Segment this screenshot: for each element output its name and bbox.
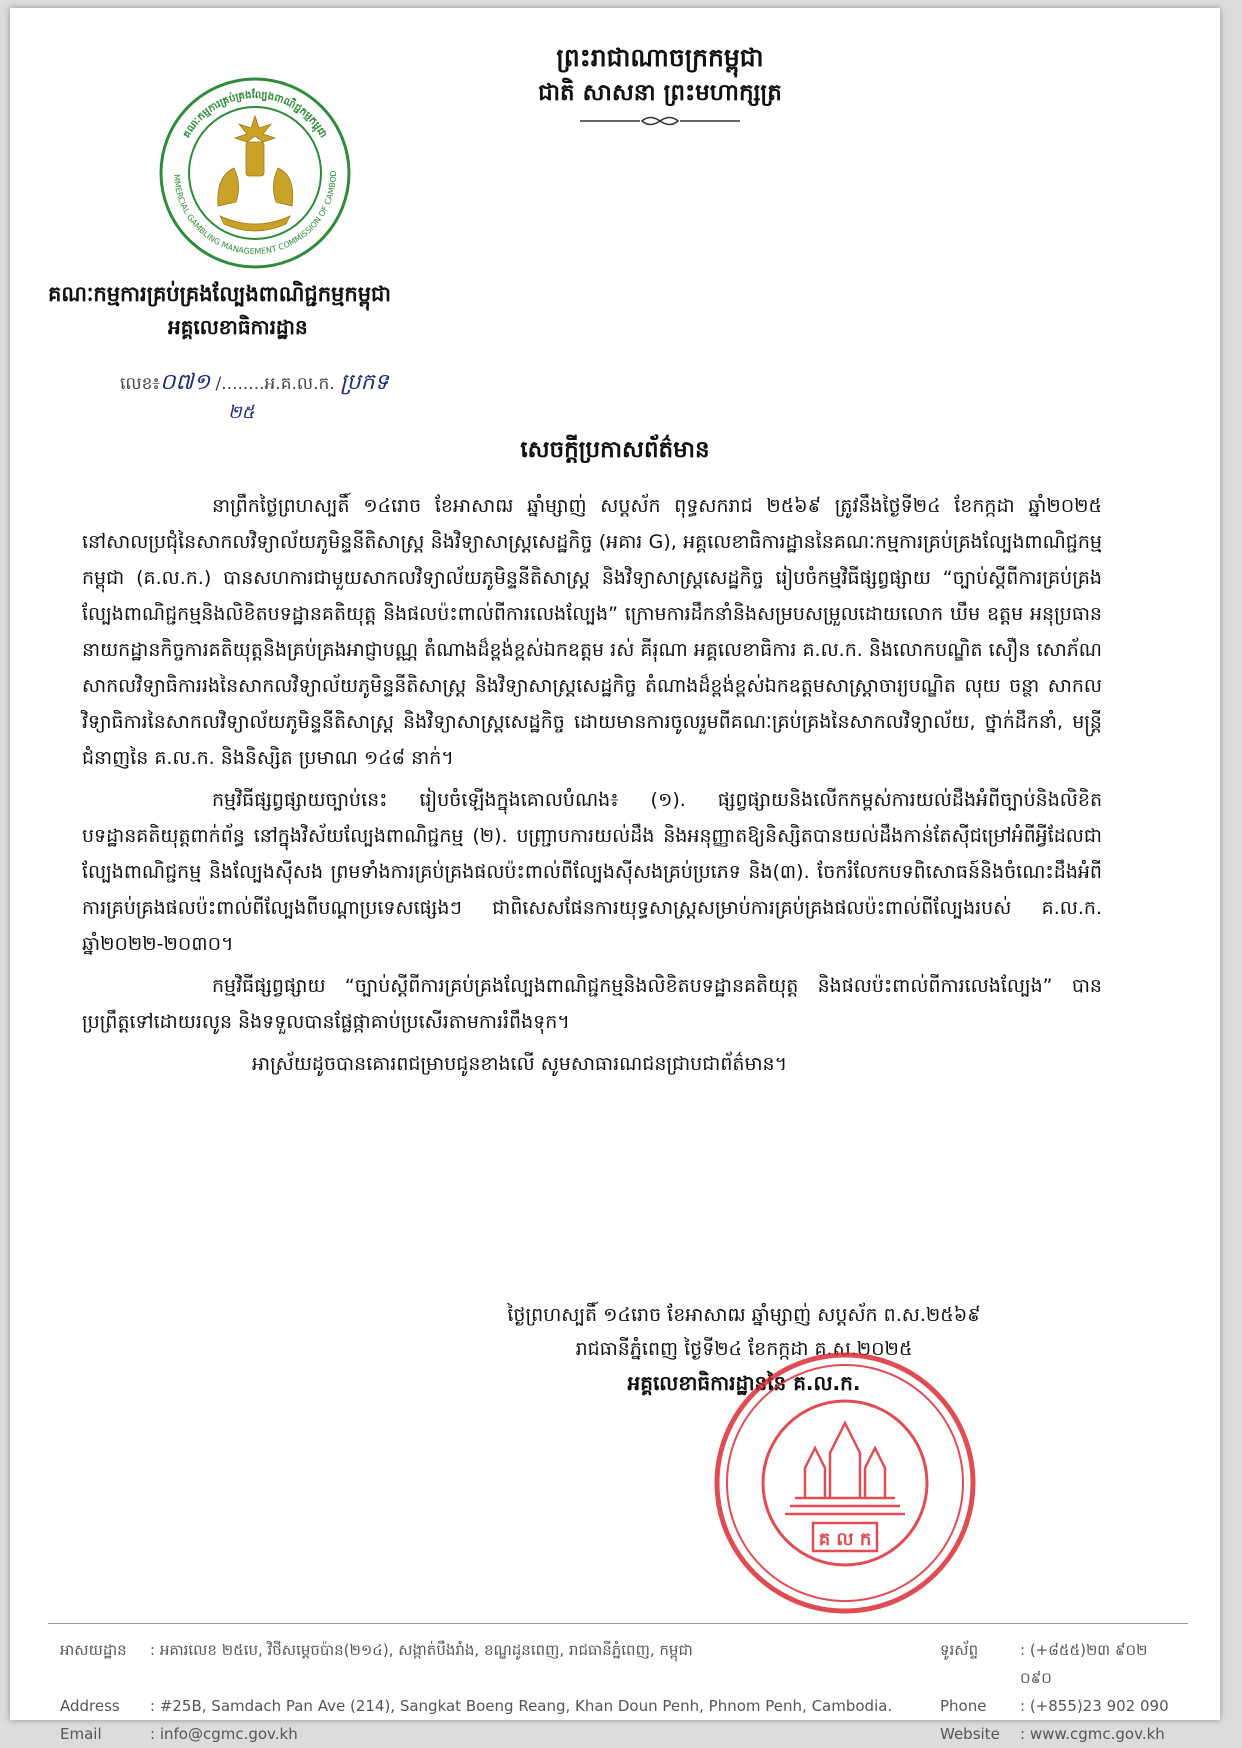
footer-row-en <box>60 1692 1180 1720</box>
footer-divider <box>48 1623 1188 1624</box>
email-label: Email <box>60 1725 102 1743</box>
website-url[interactable]: : www.cgmc.gov.kh <box>1020 1725 1165 1743</box>
phone-label-kh: ទូរស័ព្ទ <box>940 1641 979 1659</box>
address-label-en: Address <box>60 1697 120 1715</box>
issuing-organization <box>48 278 391 344</box>
paragraph-2: កម្មវិធីផ្សព្វផ្សាយច្បាប់នេះ រៀបចំឡើងក្នុងគោលបំណង៖ (១). ផ្សព្វផ្សាយនិងលើកកម្ពស់ការយល់ដឹងអំពីច្បាប់និងលិខិតបទដ្ឋានគតិយុត្តពាក់ព័ន្ធ នៅក្នុងវិស័យល្បែងពាណិជ្ជកម្ម (២). បញ្ជ្រាបការយល់ដឹង និងអនុញ្ញាតឱ្យនិស្សិតបានយល់ដឹងកាន់តែស៊ីជម្រៅអំពីអ្វីដែលជាល្បែងពាណិជ្ជកម្ម និងល្បែងស៊ីសង ព្រមទាំងការគ្រប់គ្រងផលប៉ះពាល់ពីល្បែងស៊ីសងគ្រប់ប្រភេទ និង(៣). ចែករំលែកបទពិសោធន៍និងចំណេះដឹងអំពីការគ្រប់គ្រងផលប៉ះពាល់ពីល្បែងពីបណ្តាប្រទេសផ្សេងៗ ជាពិសេសផែនការយុទ្ធសាស្ត្រសម្រាប់ការគ្រប់គ្រងផលប៉ះពាល់ពីល្បែងរបស់ គ.ល.ក. ឆ្នាំ២០២២-២០៣០។ <box>82 789 1102 955</box>
document-body <box>82 488 1102 1088</box>
email-address[interactable]: : info@cgmc.gov.kh <box>150 1725 298 1743</box>
ref-label: លេខ <box>120 374 153 394</box>
footer <box>60 1636 1180 1748</box>
address-en: : #25B, Samdach Pan Ave (214), Sangkat Boeng Reang, Khan Doun Penh, Phnom Penh, Cambodia. <box>150 1697 893 1715</box>
seal-ring-text-kh: គណៈកម្មការគ្រប់គ្រងល្បែងពាណិជ្ជកម្មកម្ពុជា <box>181 89 329 140</box>
ref-code: ប្រកទ <box>340 370 389 395</box>
footer-row-kh <box>60 1636 1180 1692</box>
signatory: អគ្គលេខាធិការដ្ឋាននៃ គ.ល.ក. <box>627 1371 861 1395</box>
document-title: សេចក្តីប្រកាសព័ត៌មាន <box>520 437 710 463</box>
national-motto: ជាតិ សាសនា ព្រះមហាក្សត្រ <box>538 80 782 106</box>
seal-ring-text-en: MMERCIAL GAMBLING MANAGEMENT COMMISSION OF CAMBOD <box>171 170 339 257</box>
commission-name: គណៈកម្មការគ្រប់គ្រងល្បែងពាណិជ្ជកម្មកម្ពុជា <box>48 282 392 306</box>
website-label: Website <box>940 1725 1000 1743</box>
ref-number: ០៧១ <box>159 370 211 395</box>
ref-year: ២៥ <box>228 402 255 423</box>
reference-number: លេខ៖០៧១ /........អ.គ.ល.ក. ប្រកទ ២៥ <box>120 368 389 400</box>
ornament-divider <box>480 114 840 128</box>
department-name: អគ្គលេខាធិការដ្ឋាន <box>168 315 308 339</box>
phone-en: : (+855)23 902 090 <box>1020 1697 1169 1715</box>
lunar-date: ថ្ងៃព្រហស្បតិ៍ ១៤រោច ខែអាសាឍ ឆ្នាំម្សាញ់ សប្តស័ក ព.ស.២៥៦៩ <box>507 1304 981 1326</box>
phone-kh: : (+៨៥៥)២៣ ៩០២ ០៩០ <box>1020 1641 1148 1687</box>
paragraph-3: កម្មវិធីផ្សព្វផ្សាយ “ច្បាប់ស្តីពីការគ្រប់គ្រងល្បែងពាណិជ្ជកម្មនិងលិខិតបទដ្ឋានគតិយុត្ត និងផលប៉ះពាល់ពីការលេងល្បែង” បានប្រព្រឹត្តទៅដោយរលូន និងទទួលបានផ្លែផ្កាគាប់ប្រសើរតាមការរំពឹងទុក។ <box>82 975 1102 1033</box>
official-stamp <box>710 1348 980 1618</box>
address-label-kh: អាសយដ្ឋាន <box>60 1641 127 1659</box>
stamp-center-text: គ ល ក <box>818 1529 872 1550</box>
commission-seal <box>158 76 353 271</box>
phone-label-en: Phone <box>940 1697 987 1715</box>
paragraph-1: នាព្រឹកថ្ងៃព្រហស្បតិ៍ ១៤រោច ខែអាសាឍ ឆ្នាំម្សាញ់ សប្តស័ក ពុទ្ធសករាជ ២៥៦៩ ត្រូវនឹងថ្ងៃទី២៤ ខែកក្កដា ឆ្នាំ២០២៥ នៅសាលប្រជុំនៃសាកលវិទ្យាល័យភូមិន្ទនីតិសាស្ត្រ និងវិទ្យាសាស្ត្រសេដ្ឋកិច្ច (អគារ G), អគ្គលេខាធិការដ្ឋាននៃគណៈកម្មការគ្រប់គ្រងល្បែងពាណិជ្ជកម្មកម្ពុជា (គ.ល.ក.) បានសហការជាមួយសាកលវិទ្យាល័យភូមិន្ទនីតិសាស្ត្រ និងវិទ្យាសាស្ត្រសេដ្ឋកិច្ច រៀបចំកម្មវិធីផ្សព្វផ្សាយ “ច្បាប់ស្តីពីការគ្រប់គ្រងល្បែងពាណិជ្ជកម្មនិងលិខិតបទដ្ឋានគតិយុត្ត និងផលប៉ះពាល់ពីការលេងល្បែង” ក្រោមការដឹកនាំនិងសម្របសម្រួលដោយលោក ឃឹម ឧត្តម អនុប្រធាននាយកដ្ឋានកិច្ចការគតិយុត្តនិងគ្រប់គ្រងអាជ្ញាបណ្ណ តំណាងដ៏ខ្ពង់ខ្ពស់ឯកឧត្តម រស់ គីរុណា អគ្គលេខាធិការ គ.ល.ក. និងលោកបណ្ឌិត សឿន សោភ័ណ សាកលវិទ្យាធិការរងនៃសាកលវិទ្យាល័យភូមិន្ទនីតិសាស្ត្រ និងវិទ្យាសាស្ត្រសេដ្ឋកិច្ច តំណាងដ៏ខ្ពង់ខ្ពស់ឯកឧត្តមសាស្ត្រាចារ្យបណ្ឌិត លុយ ចន្ថា សាកលវិទ្យាធិការនៃសាកលវិទ្យាល័យភូមិន្ទនីតិសាស្ត្រ និងវិទ្យាសាស្ត្រសេដ្ឋកិច្ច ដោយមានការចូលរួមពីគណៈគ្រប់គ្រងនៃសាកលវិទ្យាល័យ, ថ្នាក់ដឹកនាំ, មន្ត្រីជំនាញនៃ គ.ល.ក. និងនិស្សិត ប្រមាណ ១៤៨ នាក់។ <box>82 495 1102 769</box>
kingdom-header <box>480 40 840 128</box>
document-page <box>10 8 1220 1743</box>
address-kh: : អគារលេខ ២៥បេ, វិថីសម្តេចប៉ាន(២១៤), សង្កាត់បឹងរាំង, ខណ្ឌដូនពេញ, រាជធានីភ្នំពេញ, កម្ពុជា <box>150 1641 693 1659</box>
kingdom-name: ព្រះរាជាណាចក្រកម្ពុជា <box>556 43 764 72</box>
paragraph-4: អាស្រ័យដូចបានគោរពជម្រាបជូនខាងលើ សូមសាធារណជនជ្រាបជាព័ត៌មាន។ <box>252 1053 788 1075</box>
ref-suffix: អ.គ.ល.ក. <box>264 374 335 394</box>
footer-row-contact <box>60 1720 1180 1748</box>
solar-date: រាជធានីភ្នំពេញ ថ្ងៃទី២៤ ខែកក្កដា គ.ស.២០២៥ <box>575 1338 913 1360</box>
